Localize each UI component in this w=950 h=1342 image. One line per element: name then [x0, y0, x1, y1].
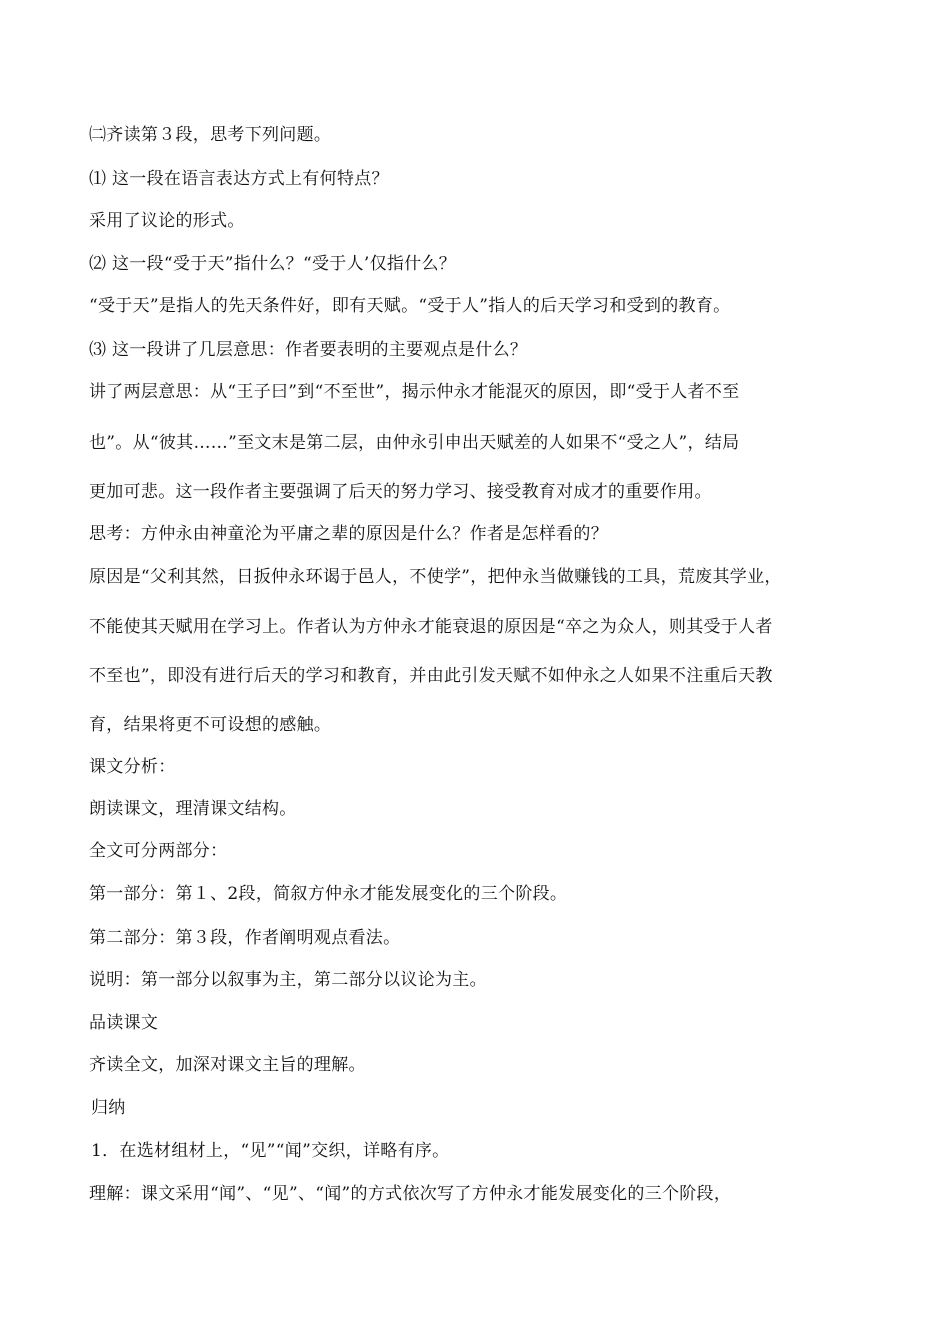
thinking-answer-line-4: 育，结果将更不可设想的感触。 [89, 715, 332, 735]
understanding-line: 理解：课文采用“闻”、“见”、“闻”的方式依次写了方仲永才能发展变化的三个阶段， [89, 1184, 732, 1204]
explanation: 说明：第一部分以叙事为主，第二部分以议论为主。 [89, 970, 487, 990]
text-analysis-heading: 课文分析： [89, 757, 176, 777]
answer-3-line-2: 也”。从“彼其……”至文末是第二层，由仲永引申出天赋差的人如果不“受之人”，结局 [89, 433, 740, 453]
read-full-text-instruction: 齐读全文，加深对课文主旨的理解。 [89, 1055, 366, 1075]
part-one: 第一部分：第１、2段，简叙方仲永才能发展变化的三个阶段。 [89, 884, 568, 904]
question-3: ⑶ 这一段讲了几层意思：作者要表明的主要观点是什么？ [89, 340, 528, 360]
summary-heading: 归纳 [91, 1098, 126, 1118]
thinking-answer-line-3: 不至也”，即没有进行后天的学习和教育，并由此引发天赋不如仲永之人如果不注重后天教 [89, 666, 773, 686]
answer-1: 采用了议论的形式。 [89, 211, 245, 231]
thinking-answer-line-2: 不能使其天赋用在学习上。作者认为方仲永才能衰退的原因是“卒之为众人，则其受于人者 [89, 617, 773, 637]
thinking-question: 思考：方仲永由神童沦为平庸之辈的原因是什么？作者是怎样看的？ [89, 524, 608, 544]
part-two: 第二部分：第３段，作者阐明观点看法。 [89, 928, 401, 948]
question-2: ⑵ 这一段“受于天”指什么？“受于人’仅指什么？ [89, 254, 457, 274]
question-1: ⑴ 这一段在语言表达方式上有何特点？ [89, 169, 389, 189]
answer-3-line-3: 更加可悲。这一段作者主要强调了后天的努力学习、接受教育对成才的重要作用。 [89, 482, 712, 502]
answer-2: “受于天”是指人的先天条件好，即有天赋。“受于人”指人的后天学习和受到的教育。 [89, 296, 731, 316]
thinking-answer-line-1: 原因是“父利其然，日扳仲永环谒于邑人，不使学”，把仲永当做赚钱的工具，荒废其学业， [89, 567, 782, 587]
answer-3-line-1: 讲了两层意思：从“王子曰”到“不至世”，揭示仲永才能混灭的原因，即“受于人者不至 [89, 382, 740, 402]
summary-point-1: 1．在选材组材上，“见”“闻”交织，详略有序。 [91, 1141, 450, 1161]
section-heading-read-paragraph-3: ㈡齐读第３段，思考下列问题。 [89, 125, 332, 145]
two-parts-intro: 全文可分两部分： [89, 841, 228, 861]
read-aloud-instruction: 朗读课文，理清课文结构。 [89, 799, 297, 819]
appreciate-text-heading: 品读课文 [89, 1013, 159, 1033]
